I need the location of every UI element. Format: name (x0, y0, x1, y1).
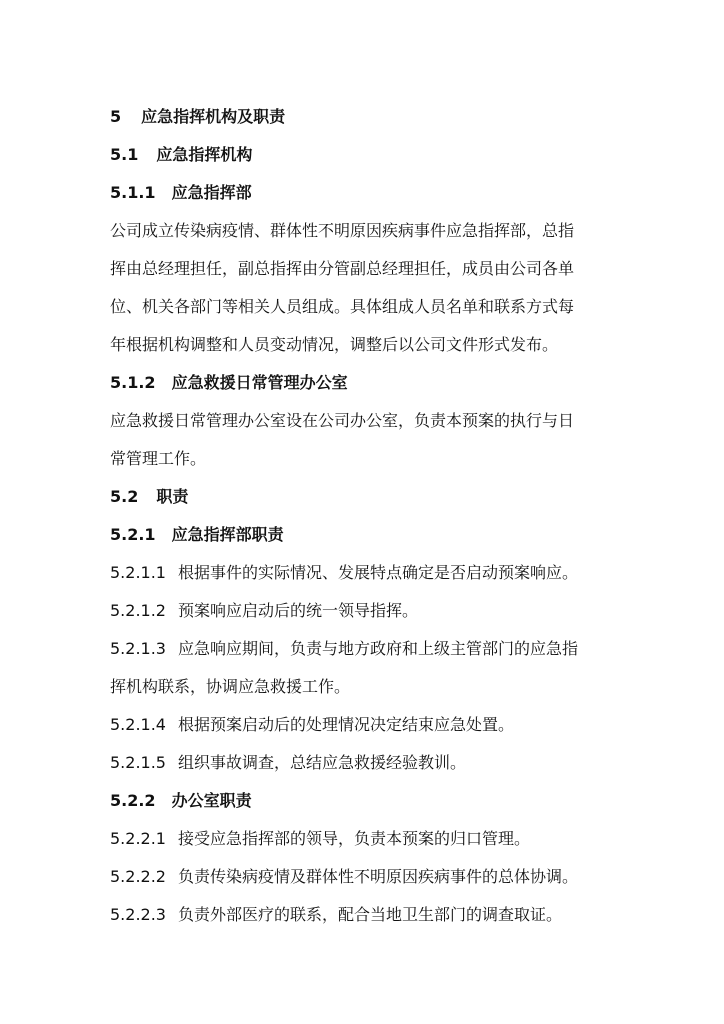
heading-5-1-1 (110, 182, 620, 204)
item-text: 应急响应期间，负责与地方政府和上级主管部门的应急指 (177, 639, 578, 658)
list-item (110, 904, 620, 926)
paragraph-line: 应急救援日常管理办公室设在公司办公室，负责本预案的执行与日 (110, 411, 575, 430)
item-number: 5.2.2.2 (110, 867, 166, 886)
heading-title: 办公室职责 (171, 791, 252, 810)
list-item (110, 562, 620, 584)
heading-5-2 (110, 486, 620, 508)
item-number: 5.2.1.4 (110, 715, 166, 734)
heading-title: 职责 (156, 487, 189, 506)
item-text: 根据预案启动后的处理情况决定结束应急处置。 (177, 715, 514, 734)
list-item (110, 828, 620, 850)
heading-number: 5.1.2 (110, 373, 156, 392)
list-item (110, 752, 620, 774)
heading-number: 5.1 (110, 145, 139, 164)
item-text: 负责传染病疫情及群体性不明原因疾病事件的总体协调。 (177, 867, 578, 886)
paragraph-line: 常管理工作。 (110, 449, 207, 468)
list-item (110, 600, 620, 622)
heading-number: 5.2.1 (110, 525, 156, 544)
heading-number: 5.2.2 (110, 791, 156, 810)
heading-5-1-2 (110, 372, 620, 394)
paragraph-line: 年根据机构调整和人员变动情况，调整后以公司文件形式发布。 (110, 335, 559, 354)
heading-title: 应急指挥机构及职责 (141, 107, 286, 126)
heading-5-2-2 (110, 790, 620, 812)
heading-title: 应急指挥部职责 (171, 525, 284, 544)
item-text: 预案响应启动后的统一领导指挥。 (177, 601, 418, 620)
item-number: 5.2.1.3 (110, 639, 166, 658)
item-text: 负责外部医疗的联系，配合当地卫生部门的调查取证。 (177, 905, 562, 924)
heading-5 (110, 106, 620, 128)
heading-number: 5 (110, 107, 122, 126)
heading-number: 5.1.1 (110, 183, 156, 202)
paragraph-line: 挥由总经理担任，副总指挥由分管副总经理担任，成员由公司各单 (110, 259, 575, 278)
item-text: 组织事故调查，总结应急救援经验教训。 (177, 753, 466, 772)
paragraph-line: 位、机关各部门等相关人员组成。具体组成人员名单和联系方式每 (110, 297, 575, 316)
heading-5-2-1 (110, 524, 620, 546)
item-number: 5.2.2.1 (110, 829, 166, 848)
item-number: 5.2.1.1 (110, 563, 166, 582)
list-item-continuation: 挥机构联系，协调应急救援工作。 (110, 677, 351, 696)
heading-title: 应急指挥部 (171, 183, 252, 202)
heading-title: 应急救援日常管理办公室 (171, 373, 348, 392)
list-item (110, 866, 620, 888)
heading-title: 应急指挥机构 (156, 145, 253, 164)
item-text: 接受应急指挥部的领导，负责本预案的归口管理。 (177, 829, 530, 848)
item-number: 5.2.1.2 (110, 601, 166, 620)
item-number: 5.2.1.5 (110, 753, 166, 772)
list-item (110, 714, 620, 736)
list-item (110, 638, 620, 660)
heading-number: 5.2 (110, 487, 139, 506)
item-number: 5.2.2.3 (110, 905, 166, 924)
item-text: 根据事件的实际情况、发展特点确定是否启动预案响应。 (177, 563, 578, 582)
paragraph-line: 公司成立传染病疫情、群体性不明原因疾病事件应急指挥部，总指 (110, 221, 575, 240)
heading-5-1 (110, 144, 620, 166)
